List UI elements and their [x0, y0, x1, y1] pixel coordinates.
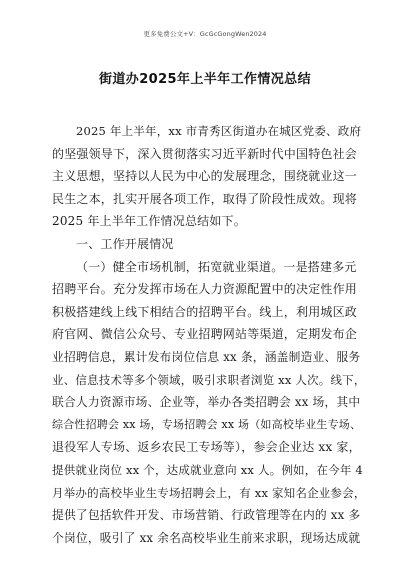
body-text: [52, 120, 366, 549]
paragraph-line: 退役军人专场、返乡农民工专场等），参会企业达 xx 家，: [52, 440, 361, 455]
paragraph-line: 2025 年上半年，xx 市青秀区街道办在城区党委、政府: [76, 124, 362, 138]
paragraph-line: 的坚强领导下，深入贯彻落实习近平新时代中国特色社会: [52, 146, 358, 161]
paragraph-line: 综合性招聘会 xx 场，专场招聘会 xx 场（如高校毕业生专场、: [52, 417, 362, 431]
paragraph-line: 民生之本，扎实开展各项工作，取得了阶段性成效。现将: [52, 191, 358, 206]
paragraph-line: 提供了包括软件开发、市场营销、行政管理等在内的 xx 多: [52, 508, 361, 523]
paragraph-line: 2025 年上半年工作情况总结如下。: [52, 214, 246, 229]
paragraph-line: 月举办的高校毕业生专场招聘会上，有 xx 家知名企业参会，: [52, 485, 366, 500]
paragraph-line: 招聘平台。充分发挥市场在人力资源配置中的决定性作用: [52, 282, 358, 297]
paragraph-line: 主义思想，坚持以人民为中心的发展理念，围绕就业这一: [52, 169, 358, 184]
paragraph-line: 府官网、微信公众号、专业招聘网站等渠道，定期发布企: [52, 327, 358, 342]
paragraph-line: 积极搭建线上线下相结合的招聘平台。线上，利用城区政: [52, 304, 358, 319]
paragraph-line: 提供就业岗位 xx 个，达成就业意向 xx 人。例如，在今年 4: [52, 462, 363, 477]
paragraph-line: 业、信息技术等多个领域，吸引求职者浏览 xx 人次。线下，: [52, 372, 366, 387]
paragraph-line: 联合人力资源市场、企业等，举办各类招聘会 xx 场，其中: [52, 395, 361, 410]
paragraph-line: （一）健全市场机制，拓宽就业渠道。一是搭建多元: [76, 259, 357, 274]
paragraph-line: 业招聘信息，累计发布岗位信息 xx 条，涵盖制造业、服务: [52, 349, 361, 364]
paragraph-line: 个岗位，吸引了 xx 余名高校毕业生前来求职，现场达成就: [52, 530, 361, 545]
header-note: 更多免费公文+V：GcGcGongWen2024: [143, 30, 267, 38]
section-heading: 一、工作开展情况: [76, 236, 174, 251]
page-title: 街道办2025年上半年工作情况总结: [99, 72, 311, 87]
